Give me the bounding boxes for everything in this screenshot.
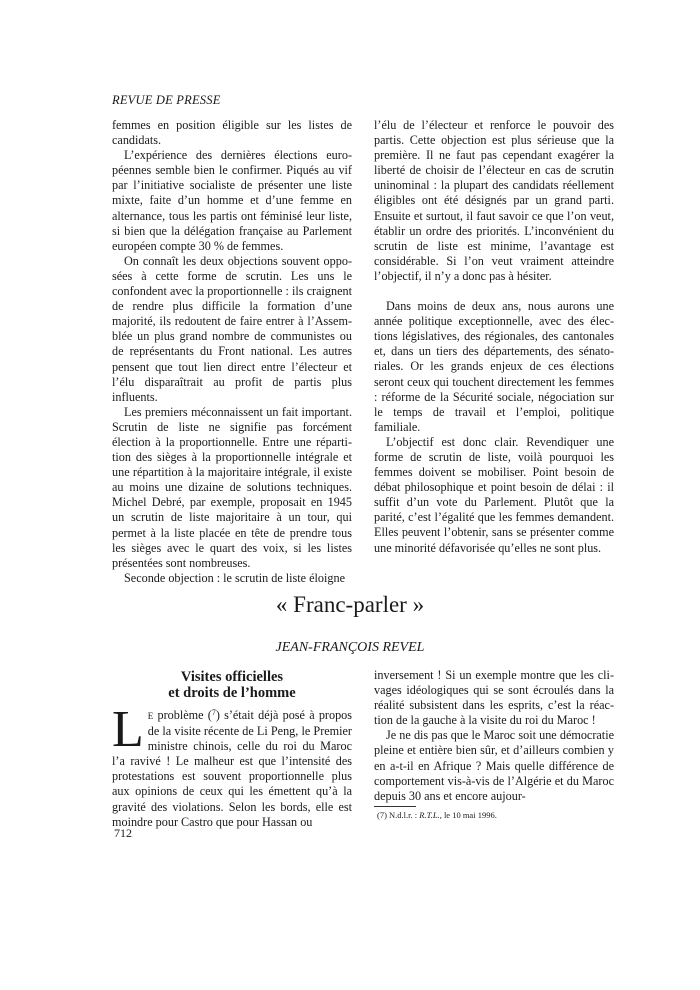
footnote [377, 810, 497, 820]
footnote-marker: (7) [377, 810, 387, 820]
first-paragraph [112, 701, 353, 830]
paragraph-text: problème ( [153, 708, 212, 722]
article-subheading [112, 669, 352, 701]
subheading-line: et droits de l’homme [168, 685, 296, 701]
paragraph: Dans moins de deux ans, nous aurons une année politique exceptionnelle, avec des élections législatives, des régionales, des cantonales et, dans un tiers des départements, des sénatoriales. Or les grands enjeux de ces élections seront ceux qui touchent directement les femmes : réforme de la Sécurité sociale, négociation sur le temps de travail et l’emploi, politique familiale. [374, 299, 614, 434]
paragraph-text: ) s’était déjà posé à propos de la visite récente de Li Peng, le Premier ministre chinois, celle du roi du Maroc l’a ravivé ! Le malheur est que l’intensité des protestations est souvent proportionnelle plus aux opinions de ceux qui les émettent qu’à la gravité des violations. Selon les bords, elle est moindre pour Castro que pour Hassan ou [112, 708, 353, 829]
subheading-line: Visites officielles [180, 669, 284, 685]
article-author: JEAN-FRANÇOIS REVEL [275, 640, 425, 655]
article-title: « Franc-parler » [275, 592, 425, 617]
small-cap: E [147, 711, 154, 721]
paragraph: l’élu de l’électeur et renforce le pouvoir des partis. Cette objection est plus sérieuse que la première. Il ne faut pas cependant exagérer la liberté de choisir de l’électeur en cas de scrutin uninominal : la plupart des candidats réellement éligibles ont été désignés par un grand parti. Ensuite et surtout, il faut savoir ce que l’on veut, établir un ordre des priorités. L’inconvénient du scrutin de liste est minime, l’avantage est considérable. Si l’on veut vraiment atteindre l’objectif, il n’y a donc pas à hésiter. [374, 118, 614, 283]
drop-cap: L [112, 701, 144, 758]
footnote-text: , le 10 mai 1996. [439, 810, 497, 820]
paragraph: On connaît les deux objections souvent opposées à cette forme de scrutin. Les uns le confondent avec la proportionnelle : ils craignent de rendre plus difficile la formation d’une majorité, ils redoutent de faire entrer à l’Assemblée un plus grand nombre de communistes ou de représentants du Front national. Les autres pensent que tout lien direct entre l’électeur et l’élu disparaîtrait au profit de partis plus influents. [112, 253, 352, 404]
paragraph: femmes en position éligible sur les listes de candidats. [112, 118, 352, 148]
running-head: REVUE DE PRESSE [112, 93, 221, 107]
bottom-left-column [112, 701, 353, 830]
paragraph: L’objectif est donc clair. Revendiquer une forme de scrutin de liste, voilà pourquoi les femmes doivent se mobiliser. Point besoin de débat philosophique et point besoin de délai : il suffit d’un vote du Parlement. Plutôt que la parité, c’est l’égalité que les femmes demandent. Elles peuvent l’obtenir, sans se présenter comme une minorité défavorisée qu’elles ne sont plus. [374, 434, 614, 555]
footnote-text: N.d.l.r. : [386, 810, 420, 820]
footnote-divider [374, 806, 416, 807]
footnote-source: R.T.L. [419, 810, 440, 820]
bottom-right-column [374, 668, 614, 804]
top-right-column [374, 118, 614, 556]
top-left-column [112, 118, 352, 586]
paragraph: L’expérience des dernières élections européennes semble bien le confirmer. Piqués au vif par l’initiative socialiste de présenter une liste mixte, faite d’un homme et d’une femme en alternance, tous les partis ont féminisé leur liste, si bien que la délégation française au Parlement européen compte 30 % de femmes. [112, 148, 352, 253]
footnote-reference[interactable]: 7 [211, 708, 216, 717]
paragraph: Je ne dis pas que le Maroc soit une démocratie pleine et entière bien sûr, et d’ailleurs combien y en a-t-il en Afrique ? Mais quelle différence de comportement vis-à-vis de l’Algérie et du Maroc depuis 30 ans et encore aujour- [374, 728, 614, 803]
paragraph: Seconde objection : le scrutin de liste éloigne [124, 570, 346, 585]
paragraph: inversement ! Si un exemple montre que les clivages idéologiques qui se sont écroulés dans la réalité subsistent dans les esprits, c’est la réaction de la gauche à la visite du roi du Maroc ! [374, 668, 614, 728]
paragraph: Les premiers méconnaissent un fait important. Scrutin de liste ne signifie pas forcément élection à la proportionnelle. Entre une répartition des sièges à la proportionnelle intégrale et une répartition à la majoritaire intégrale, il existe au moins une dizaine de solutions techniques. Michel Debré, par exemple, proposait en 1945 un scrutin de liste majoritaire à un tour, qui permet à la liste placée en tête de prendre tous les sièges avec le quart des voix, si les listes présentées sont nombreuses. [112, 404, 352, 570]
page-number: 712 [114, 826, 132, 840]
